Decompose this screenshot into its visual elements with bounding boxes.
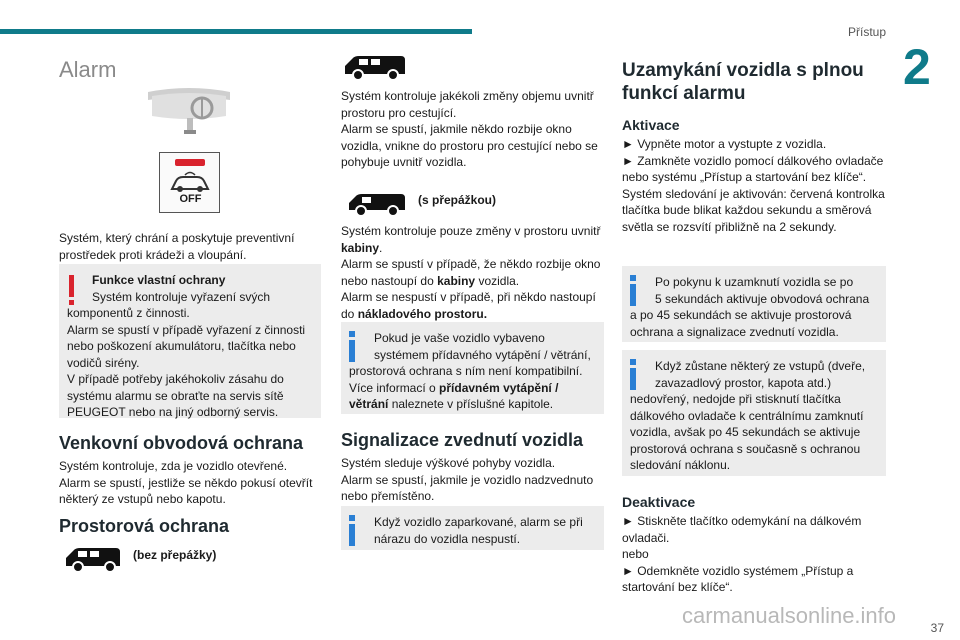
page-number: 37 <box>930 621 944 635</box>
alarm-intro: Systém, který chrání a poskytuje preventivní prostředek proti krádeži a vloupání. <box>59 231 295 262</box>
locking-heading: Uzamykání vozidla s plnou funkcí alarmu <box>622 60 864 104</box>
warning-box <box>59 264 321 418</box>
info-heating-rest <box>349 363 596 413</box>
warning-heading: Funkce vlastní ochrany <box>92 273 226 287</box>
info-box-delay <box>622 266 886 342</box>
info-heating-line2: systémem přídavného vytápění / větrání, <box>374 347 591 362</box>
tilt-text: Systém sleduje výškové pohyby vozidla. Alarm se spustí, jakmile je vozidlo nadzvednuto nebo přemístěno. <box>341 456 594 503</box>
section-title: Přístup <box>847 25 886 39</box>
info-heating-line1: Pokud je vaše vozidlo vybaveno <box>374 331 545 345</box>
deactivation-heading: Deaktivace <box>622 494 696 510</box>
cabin-text: Systém kontroluje jakékoli změny objemu uvnitř prostoru pro cestující. Alarm se spustí, jakmile někdo rozbije okno vozidla, vnikne do prostoru pro cestující nebo se pohybuje uvnitř vozidla. <box>341 89 598 169</box>
info-delay-rest: a po 45 sekundách se aktivuje prostorová ochrana a signalizace zvednutí vozidla. <box>630 308 852 339</box>
with-bulkhead-label: (s přepážkou) <box>418 193 497 207</box>
info-delay-line1: Po pokynu k uzamknutí vozidla se po <box>655 275 854 289</box>
info-box-open-door <box>622 350 886 476</box>
activation-heading: Aktivace <box>622 117 680 133</box>
interior-heading: Prostorová ochrana <box>59 516 230 536</box>
info-parked-line2: nárazu do vozidla nespustí. <box>374 531 521 546</box>
chapter-number: 2 <box>903 39 931 95</box>
rear-mirror-sensor-icon <box>146 86 232 136</box>
header-accent-bar <box>0 29 472 34</box>
exterior-heading: Venkovní obvodová ochrana <box>59 433 304 453</box>
info-heating-c: prostorová ochrana s ním není kompatibilní. Více informací o <box>349 364 583 395</box>
van-no-bulkhead-icon <box>64 546 122 574</box>
activation-text: ► Vypněte motor a vystupte z vozidla. ► Zamkněte vozidlo pomocí dálkového ovladače nebo systému „Přístup a startování bez klíče“. Systém sledování je aktivován: červená kontrolka tlačítka bude blikat každou sekundu a směrová světla se rozsvítí přibližně na 2 sekundy. <box>622 137 885 234</box>
info-box-heating <box>341 322 604 414</box>
off-label: OFF <box>179 193 202 205</box>
alarm-button-icon <box>159 152 220 213</box>
van-cabin-icon <box>343 54 407 82</box>
info-delay-line2: 5 sekundách aktivuje obvodová ochrana <box>655 291 870 306</box>
warning-line1: Systém kontroluje vyřazení svých <box>92 289 271 304</box>
bulkhead-text-e: vozidla. Alarm se nespustí v případě, při někdo nastoupí do <box>341 273 596 321</box>
tilt-heading: Signalizace zvednutí vozidla <box>341 430 584 450</box>
info-heating-d: přídavném vytápění / větrání <box>349 380 559 411</box>
info-box-parked <box>341 506 604 550</box>
bulkhead-text-d: kabiny <box>437 273 476 288</box>
warning-body: komponentů z činnosti. Alarm se spustí v případě vyřazení z činnosti nebo poškození akumulátoru, tlačítka nebo vodičů sirény. V případě potřeby jakéhokoliv zásahu do systému alarmu se obraťte na servis sítě PEUGEOT nebo na jiný odborný servis. <box>67 306 306 419</box>
info-door-line1: Když zůstane některý ze vstupů (dveře, <box>655 359 866 373</box>
bulkhead-text-c: . Alarm se spustí v případě, že někdo rozbije okno nebo nastoupí do <box>341 240 601 288</box>
bulkhead-text-a: Systém kontroluje pouze změny v prostoru uvnitř <box>341 224 601 238</box>
bulkhead-text <box>341 223 604 322</box>
bulkhead-text-b: kabiny <box>341 240 380 255</box>
page-title: Alarm <box>59 57 117 82</box>
no-bulkhead-label: (bez přepážky) <box>133 548 217 562</box>
bulkhead-text-f: nákladového prostoru. <box>357 306 488 321</box>
exterior-text: Systém kontroluje, zda je vozidlo otevřené. Alarm se spustí, jestliže se někdo pokusí otevřít některý ze vstupů nebo kapotu. <box>59 459 313 506</box>
van-with-bulkhead-icon <box>347 192 407 218</box>
watermark: carmanualsonline.info <box>682 603 897 628</box>
info-door-rest: nedovřený, nedojde při stisknutí tlačítka dálkového ovladače k centrálnímu zamknutí vozidla, avšak po 45 sekundách se aktivuje prostorová ochrana s současně s ochranou sledování náklonu. <box>630 392 864 472</box>
deactivation-text: ► Stiskněte tlačítko odemykání na dálkovém ovladači. nebo ► Odemkněte vozidlo systémem „Přístup a startování bez klíče“. <box>622 514 862 594</box>
info-heating-e: naleznete v příslušné kapitole. <box>388 397 554 411</box>
info-parked-line1: Když vozidlo zaparkované, alarm se při <box>374 515 583 529</box>
info-door-line2: zavazadlový prostor, kapota atd.) <box>655 375 832 390</box>
